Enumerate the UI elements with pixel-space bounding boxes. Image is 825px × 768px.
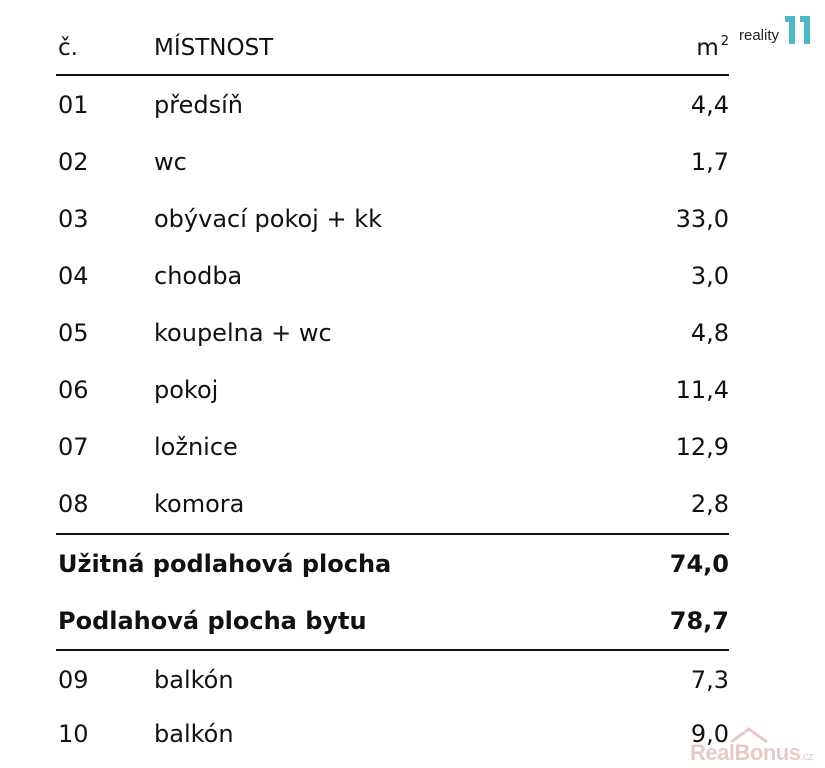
room-name: chodba [154,262,243,290]
room-number: 08 [58,490,89,518]
header-area-exponent: 2 [720,34,729,49]
room-area: 9,0 [690,720,729,748]
room-area: 11,4 [675,376,729,404]
room-area: 33,0 [675,205,729,233]
room-area: 7,3 [690,666,729,694]
room-number: 01 [58,91,89,119]
room-name: obývací pokoj + kk [154,205,382,233]
total-row [56,593,729,650]
realbonus-watermark [690,740,813,766]
table-row [56,191,729,248]
room-number: 10 [58,720,89,748]
table-row [56,134,729,191]
totals-divider-bottom [56,649,729,651]
eleven-logo-icon [783,14,813,46]
reality-logo [739,14,813,46]
table-row [56,305,729,362]
room-name: koupelna + wc [154,319,332,347]
header-area-unit: m [696,35,719,61]
room-area: 3,0 [690,262,729,290]
rooms-list [56,77,729,533]
header-room: MÍSTNOST [154,35,274,61]
header-divider [56,74,729,76]
balconies-list [56,652,729,759]
room-number: 02 [58,148,89,176]
room-name: pokoj [154,376,219,404]
room-number: 09 [58,666,89,694]
table-row [56,419,729,476]
room-name: komora [154,490,245,518]
table-row [56,248,729,305]
table-row [56,709,729,759]
room-name: balkón [154,720,234,748]
room-name: wc [154,148,187,176]
watermark-text: RealBonus [690,740,801,765]
total-area: 74,0 [669,550,729,578]
room-name: ložnice [154,433,238,461]
room-area-table [56,0,729,748]
total-label: Podlahová plocha bytu [58,607,367,635]
room-area: 1,7 [690,148,729,176]
room-name: předsíň [154,91,243,119]
totals-divider-top [56,533,729,535]
totals-list [56,536,729,650]
room-name: balkón [154,666,234,694]
table-row [56,652,729,709]
table-row [56,77,729,134]
total-area: 78,7 [669,607,729,635]
watermark-suffix: .cz [800,751,813,763]
table-header [56,0,729,78]
room-number: 05 [58,319,89,347]
room-number: 07 [58,433,89,461]
table-row [56,476,729,533]
table-row [56,362,729,419]
header-number: č. [58,35,78,61]
room-area: 2,8 [690,490,729,518]
room-area: 12,9 [675,433,729,461]
room-area: 4,8 [690,319,729,347]
room-number: 03 [58,205,89,233]
room-number: 06 [58,376,89,404]
total-label: Užitná podlahová plocha [58,550,392,578]
room-number: 04 [58,262,89,290]
room-area: 4,4 [690,91,729,119]
logo-text: reality [738,26,779,44]
total-row [56,536,729,593]
